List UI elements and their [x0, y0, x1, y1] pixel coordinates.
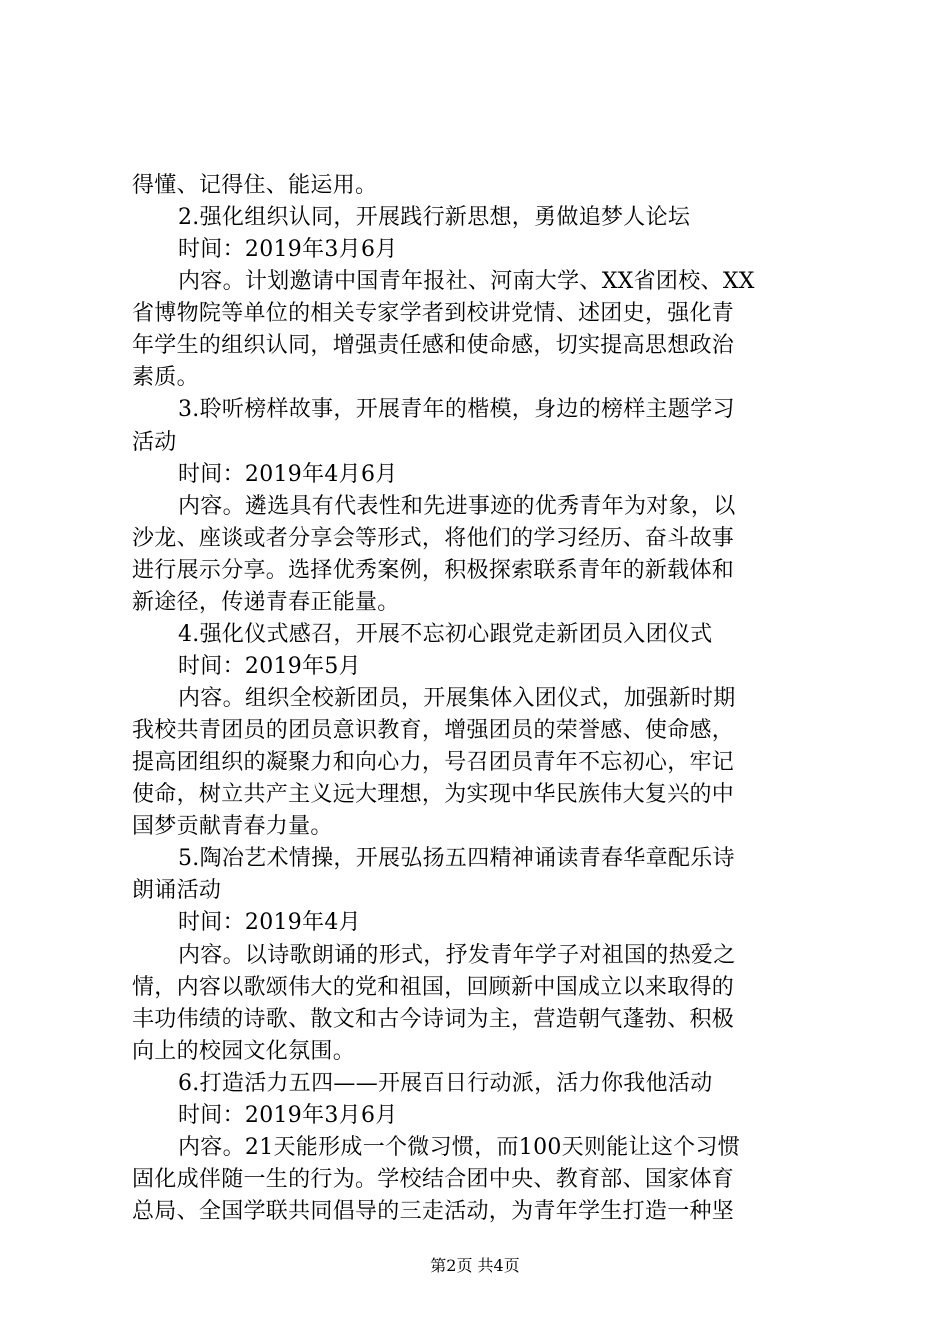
section-heading: 2.强化组织认同，开展践行新思想，勇做追梦人论坛 — [178, 205, 691, 230]
section-heading: 6.打造活力五四——开展百日行动派，活力你我他活动 — [178, 1071, 713, 1096]
section-heading: 朗诵活动 — [132, 878, 222, 903]
time-line: 时间：2019年4月 — [178, 910, 361, 935]
text-line: 固化成伴随一生的行为。学校结合团中央、教育部、国家体育 — [132, 1167, 735, 1192]
section-heading: 4.强化仪式感召，开展不忘初心跟党走新团员入团仪式 — [178, 622, 713, 647]
text-line: 使命，树立共产主义远大理想，为实现中华民族伟大复兴的中 — [132, 782, 735, 807]
text-line: 沙龙、座谈或者分享会等形式，将他们的学习经历、奋斗故事 — [132, 526, 735, 551]
section-heading: 5.陶冶艺术情操，开展弘扬五四精神诵读青春华章配乐诗 — [178, 846, 735, 871]
text-line: 向上的校园文化氛围。 — [132, 1039, 356, 1064]
text-line: 省博物院等单位的相关专家学者到校讲党情、述团史，强化青 — [132, 301, 735, 326]
text-line: 提高团组织的凝聚力和向心力，号召团员青年不忘初心，牢记 — [132, 750, 735, 775]
text-line: 总局、全国学联共同倡导的三走活动，为青年学生打造一种坚 — [132, 1199, 735, 1224]
text-line: 我校共青团员的团员意识教育，增强团员的荣誉感、使命感， — [132, 718, 735, 743]
text-line: 情，内容以歌颂伟大的党和祖国，回顾新中国成立以来取得的 — [132, 975, 735, 1000]
time-line: 时间：2019年4月6月 — [178, 462, 398, 487]
text-line: 年学生的组织认同，增强责任感和使命感，切实提高思想政治 — [132, 333, 735, 358]
section-heading: 3.聆听榜样故事，开展青年的楷模，身边的榜样主题学习 — [178, 397, 735, 422]
text-line: 丰功伟绩的诗歌、散文和古今诗词为主，营造朝气蓬勃、积极 — [132, 1007, 735, 1032]
text-line: 内容。遴选具有代表性和先进事迹的优秀青年为对象，以 — [178, 494, 736, 519]
time-line: 时间：2019年3月6月 — [178, 237, 398, 262]
text-line: 内容。以诗歌朗诵的形式，抒发青年学子对祖国的热爱之 — [178, 943, 736, 968]
text-line: 内容。组织全校新团员，开展集体入团仪式，加强新时期 — [178, 686, 736, 711]
text-line: 内容。21天能形成一个微习惯，而100天则能让这个习惯 — [178, 1135, 741, 1160]
time-line: 时间：2019年3月6月 — [178, 1103, 398, 1128]
text-line: 素质。 — [132, 365, 199, 390]
text-line: 新途径，传递青春正能量。 — [132, 590, 400, 615]
text-line: 进行展示分享。选择优秀案例，积极探索联系青年的新载体和 — [132, 558, 735, 583]
section-heading: 活动 — [132, 430, 177, 455]
time-line: 时间：2019年5月 — [178, 654, 361, 679]
page-footer: 第2页 共4页 — [430, 1256, 520, 1275]
text-line: 内容。计划邀请中国青年报社、河南大学、XX省团校、XX — [178, 269, 755, 294]
text-line: 得懂、记得住、能运用。 — [132, 173, 378, 198]
text-line: 国梦贡献青春力量。 — [132, 814, 333, 839]
